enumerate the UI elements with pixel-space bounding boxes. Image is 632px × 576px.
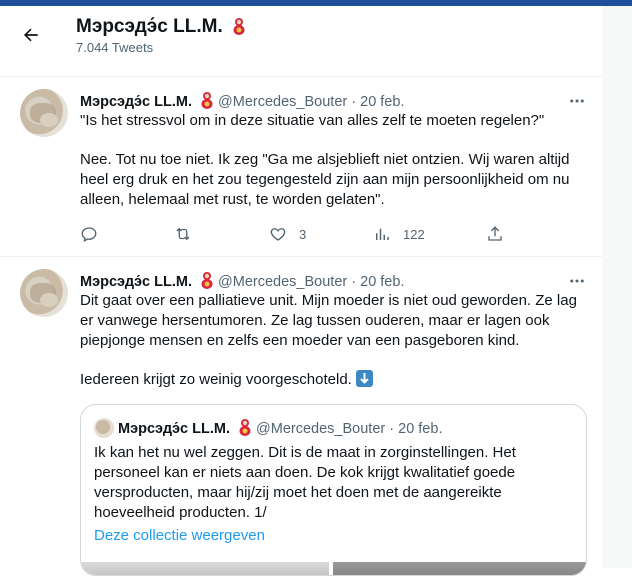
more-button[interactable] — [566, 272, 588, 290]
tweet-text — [80, 111, 588, 210]
tweet-paragraph — [80, 370, 588, 390]
more-button[interactable] — [566, 92, 588, 110]
tweet-paragraph: Dit gaat over een palliatieve unit. Mijn moeder is niet oud geworden. Ze lag er vanwege hersentumoren. Ze lag tussen ouderen, maar er lagen ook piepjonge mensen en zelfs een moeder van een pasgeboren kind. — [80, 292, 577, 349]
author-name[interactable]: Мэрсэдэ́с LL.M. — [80, 274, 192, 290]
profile-name-text: Мэрсэдэ́с LL.M. — [76, 16, 223, 37]
quoted-tweet[interactable] — [80, 404, 587, 576]
meta-separator: · — [351, 274, 357, 290]
tweet-meta — [80, 271, 404, 290]
tweet-meta — [80, 91, 404, 110]
more-horizontal-icon — [568, 92, 586, 110]
avatar[interactable] — [20, 269, 68, 317]
meta-separator: · — [389, 421, 395, 437]
tweet-actions — [80, 225, 520, 245]
tweet-text — [80, 291, 588, 390]
retweet-button[interactable] — [174, 225, 192, 243]
back-button[interactable] — [14, 18, 48, 52]
meta-separator: · — [351, 94, 357, 110]
heart-icon — [269, 225, 287, 243]
tweet-count: 7.044 Tweets — [76, 40, 154, 55]
author-handle[interactable]: @Mercedes_Bouter — [218, 94, 348, 110]
profile-name — [76, 16, 246, 38]
arrow-left-icon — [21, 25, 41, 45]
share-icon — [486, 225, 504, 243]
quote-meta — [118, 418, 442, 437]
view-collection-link[interactable]: Deze collectie weergeven — [94, 527, 265, 544]
quote-author-handle: @Mercedes_Bouter — [256, 421, 386, 437]
quote-media-image[interactable] — [333, 562, 586, 576]
quote-date: 20 feb. — [398, 421, 443, 437]
reply-icon — [80, 225, 98, 243]
views-count: 122 — [403, 226, 425, 242]
author-handle[interactable]: @Mercedes_Bouter — [218, 274, 348, 290]
quote-author-name: Мэрсэдэ́с LL.M. — [118, 421, 230, 437]
views-button[interactable] — [373, 225, 425, 243]
share-button[interactable] — [486, 225, 504, 243]
page-scrollbar[interactable] — [602, 6, 632, 568]
down-arrow-emoji — [356, 370, 373, 387]
nesting-doll-emoji — [238, 418, 252, 436]
tweet-paragraph: Nee. Tot nu toe niet. Ik zeg "Ga me alsjeblieft niet ontzien. Wij waren altijd heel erg druk en het zou tegengesteld zijn aan mijn persoonlijkheid om nu alleen, helemaal met rust, te worden gelaten". — [80, 151, 570, 208]
analytics-icon — [373, 225, 391, 243]
tweet-paragraph: "Is het stressvol om in deze situatie van alles zelf te moeten regelen?" — [80, 112, 545, 129]
tweet[interactable] — [0, 77, 602, 263]
tweet-date[interactable]: 20 feb. — [360, 94, 405, 110]
nesting-doll-emoji — [200, 271, 214, 289]
quote-text: Ik kan het nu wel zeggen. Dit is de maat in zorginstellingen. Het personeel kan er niets aan doen. De kok krijgt kwalitatief goede versproducten, maar hij/zij moet het doen met de aangereikte hoeveelheid producten. 1/ — [94, 444, 516, 521]
more-horizontal-icon — [568, 272, 586, 290]
avatar[interactable] — [20, 89, 68, 137]
reply-button[interactable] — [80, 225, 98, 243]
nesting-doll-emoji — [232, 17, 246, 35]
author-name[interactable]: Мэрсэдэ́с LL.M. — [80, 94, 192, 110]
like-count: 3 — [299, 226, 307, 242]
profile-header — [0, 6, 603, 66]
quote-media-image[interactable] — [81, 562, 329, 576]
tweet-date[interactable]: 20 feb. — [360, 274, 405, 290]
like-button[interactable] — [269, 225, 306, 243]
quote-avatar — [94, 418, 114, 438]
retweet-icon — [174, 225, 192, 243]
tweet-paragraph-text: Iedereen krijgt zo weinig voorgeschoteld. — [80, 371, 352, 388]
nesting-doll-emoji — [200, 91, 214, 109]
